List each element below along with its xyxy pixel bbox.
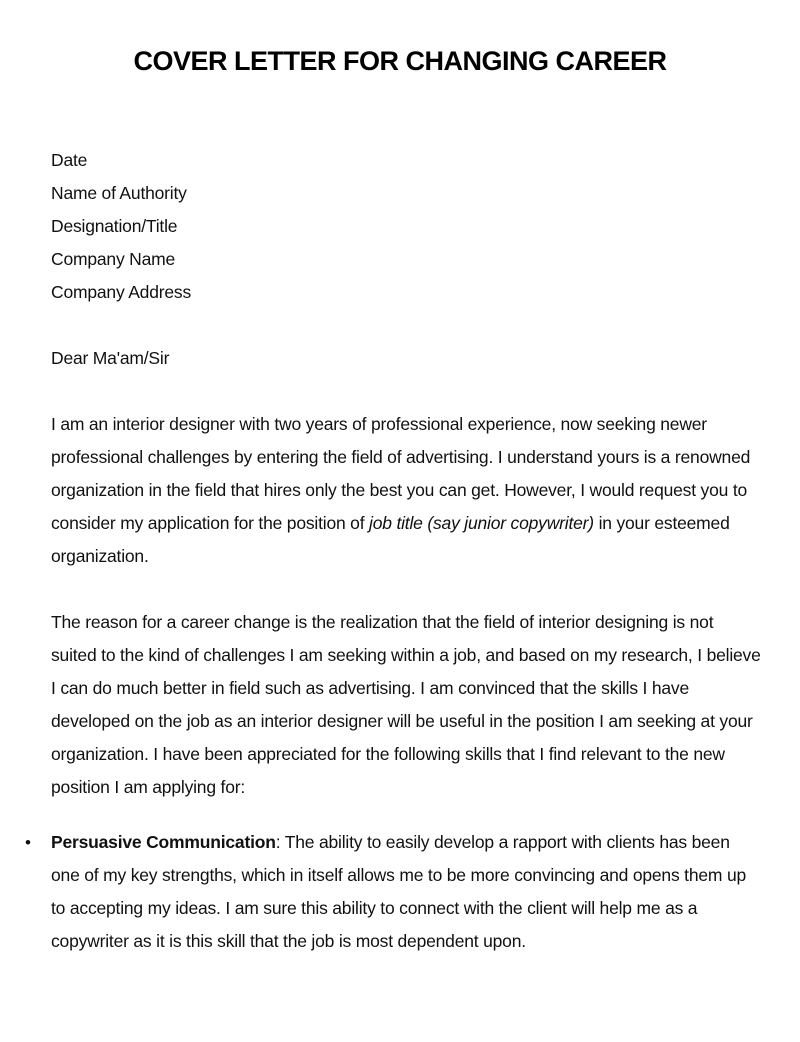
paragraph-intro-text: I am an interior designer with two years of professional experience, now seeking newer professional challenges by entering the field of advertising. I understand yours is a renowned organization in the field that hires only the best you can get. However, I would request you to consider my application for the position of [51,414,751,533]
address-line-date: Date [51,150,88,170]
address-line-designation: Designation/Title [51,216,178,236]
address-line-company-address: Company Address [51,282,191,302]
list-item [25,826,761,958]
address-block [51,144,761,309]
skills-list [25,826,761,958]
paragraph-intro-end: in your esteemed organization. [51,513,730,566]
bullet-icon: • [25,833,31,852]
paragraph-reason: The reason for a career change is the realization that the field of interior designing is not suited to the kind of challenges I am seeking within a job, and based on my research, I believe I can do much better in field such as advertising. I am convinced that the skills I have developed on the job as an interior designer will be useful in the position I am seeking at your organization. I have been appreciated for the following skills that I find relevant to the new position I am applying for: [51,612,761,797]
address-line-authority: Name of Authority [51,183,187,203]
job-title-placeholder: job title (say junior copywriter) [369,513,594,533]
salutation: Dear Ma'am/Sir [51,348,170,368]
paragraph-intro [51,408,761,573]
letter-title: COVER LETTER FOR CHANGING CAREER [133,46,667,76]
skill-description: : The ability to easily develop a rapport with clients has been one of my key strengths, which in itself allows me to be more convincing and opens them up to accepting my ideas. I am sure this ability to connect with the client will help me as a copywriter as it is this skill that the job is most dependent upon. [51,832,747,951]
address-line-company-name: Company Name [51,249,176,269]
skill-label: Persuasive Communication [51,832,276,852]
